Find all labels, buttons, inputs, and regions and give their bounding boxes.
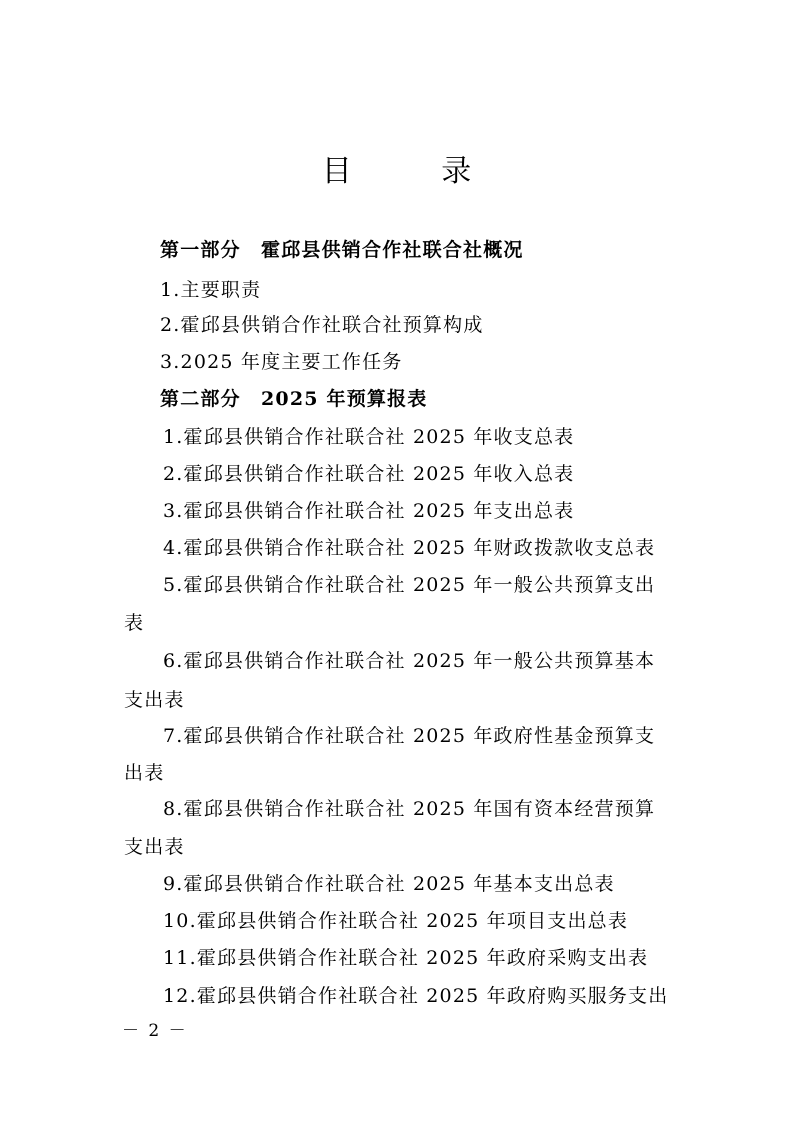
toc-item: 10.霍邱县供销合作社联合社 2025 年项目支出总表: [163, 910, 629, 932]
toc-item: 2.霍邱县供销合作社联合社预算构成: [160, 314, 484, 336]
toc-item: 4.霍邱县供销合作社联合社 2025 年财政拨款收支总表: [163, 537, 656, 559]
toc-item: 2.霍邱县供销合作社联合社 2025 年收入总表: [163, 463, 575, 485]
toc-item-continuation: 表: [124, 612, 145, 634]
toc-item: 1.霍邱县供销合作社联合社 2025 年收支总表: [163, 426, 575, 448]
toc-part-heading: 第二部分 2025 年预算报表: [160, 388, 428, 410]
toc-item: 1.主要职责: [160, 279, 262, 301]
toc-item: 9.霍邱县供销合作社联合社 2025 年基本支出总表: [163, 873, 615, 895]
toc-item-continuation: 支出表: [124, 836, 185, 858]
toc-item-continuation: 出表: [124, 762, 165, 784]
page-number: － 2 －: [122, 1021, 188, 1041]
toc-item: 3.霍邱县供销合作社联合社 2025 年支出总表: [163, 500, 575, 522]
toc-item: 7.霍邱县供销合作社联合社 2025 年政府性基金预算支: [163, 725, 656, 747]
page-title: 目 录: [321, 154, 512, 189]
toc-item: 3.2025 年度主要工作任务: [160, 351, 403, 373]
toc-item: 8.霍邱县供销合作社联合社 2025 年国有资本经营预算: [163, 798, 656, 820]
toc-item: 6.霍邱县供销合作社联合社 2025 年一般公共预算基本: [163, 650, 656, 672]
toc-item-continuation: 支出表: [124, 689, 185, 711]
toc-item: 5.霍邱县供销合作社联合社 2025 年一般公共预算支出: [163, 574, 656, 596]
toc-part-heading: 第一部分 霍邱县供销合作社联合社概况: [160, 239, 524, 261]
toc-item: 11.霍邱县供销合作社联合社 2025 年政府采购支出表: [163, 947, 649, 969]
toc-item: 12.霍邱县供销合作社联合社 2025 年政府购买服务支出: [163, 985, 669, 1007]
